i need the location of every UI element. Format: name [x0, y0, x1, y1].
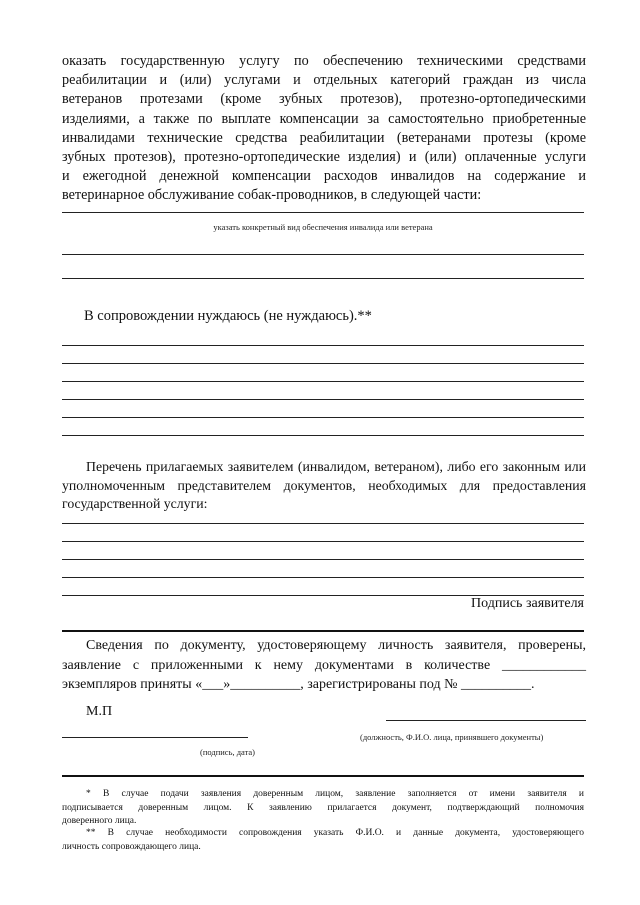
documents-paragraph — [62, 458, 586, 514]
documents-line: уполномоченным представителем документов, необходимых для предоставления — [62, 477, 586, 493]
intro-paragraph — [62, 52, 586, 206]
verification-line: Сведения по документу, удостоверяющему личность заявителя, проверены, — [86, 638, 586, 653]
caption-kind: указать конкретный вид обеспечения инвалида или ветерана — [213, 222, 433, 232]
fill-line-escort[interactable] — [62, 363, 584, 364]
fill-line-documents[interactable] — [62, 541, 584, 542]
verification-line: заявление с приложенными к нему документами в количестве ____________ — [62, 657, 586, 673]
footnote-2-line: личность сопровождающего лица. — [62, 841, 201, 852]
footnote-divider — [62, 775, 584, 777]
fill-line-escort[interactable] — [62, 399, 584, 400]
intro-line: ветеранов протезами (кроме зубных протезов), протезно-ортопедическими — [62, 91, 586, 108]
fill-line-escort[interactable] — [62, 435, 584, 436]
documents-line: Перечень прилагаемых заявителем (инвалидом, ветераном), либо его законным или — [86, 459, 586, 474]
verification-paragraph — [62, 636, 586, 695]
fill-line-documents[interactable] — [62, 577, 584, 578]
caption-official: (должность, Ф.И.О. лица, принявшего документы) — [360, 732, 544, 742]
footnote-1 — [62, 788, 584, 829]
footnote-1-line: доверенного лица. — [62, 816, 137, 826]
escort-statement: В сопровождении нуждаюсь (не нуждаюсь).** — [84, 308, 372, 324]
intro-line: реабилитации и (или) услугами и отдельных категорий граждан из числа — [62, 72, 586, 89]
footnote-2 — [62, 827, 584, 854]
sign-date-line[interactable] — [62, 737, 248, 738]
footnote-1-line: подписывается доверенным лицом. К заявлению прилагается документ, подтверждающий полномочия — [62, 802, 584, 813]
caption-sign-date: (подпись, дата) — [200, 747, 256, 757]
intro-line: оказать государственную услугу по обеспечению техническими средствами — [62, 53, 586, 69]
fill-line-documents[interactable] — [62, 523, 584, 524]
section-divider — [62, 630, 584, 632]
intro-line: инвалидами технические средства реабилитации (ветеранами протезы (кроме — [62, 129, 586, 146]
fill-line-escort[interactable] — [62, 381, 584, 382]
fill-line-kind-3[interactable] — [62, 278, 584, 279]
intro-line: зубных протезов), протезно-ортопедические изделия) и (или) оплаченные услуги — [62, 149, 586, 166]
fill-line-kind-2[interactable] — [62, 254, 584, 255]
fill-line-kind[interactable] — [62, 212, 584, 213]
documents-line: государственной услуги: — [62, 496, 208, 511]
footnote-2-line: ** В случае необходимости сопровождения указать Ф.И.О. и данные документа, удостоверяющего — [86, 828, 584, 838]
footnote-1-line: * В случае подачи заявления доверенным лицом, заявление заполняется от имени заявителя и — [86, 789, 584, 799]
fill-line-escort[interactable] — [62, 345, 584, 346]
official-signature-line[interactable] — [386, 720, 586, 721]
intro-line: ветеринарное обслуживание собак-проводников, в следующей части: — [62, 187, 482, 204]
intro-line: изделиями, а также по выплате компенсации за самостоятельно приобретенные — [62, 110, 586, 127]
applicant-signature-label: Подпись заявителя — [471, 596, 584, 611]
stamp-place-label: М.П — [86, 704, 113, 719]
intro-line: и ежегодной денежной компенсации расходов инвалидов на содержание и — [62, 168, 586, 185]
fill-line-escort[interactable] — [62, 417, 584, 418]
fill-line-documents[interactable] — [62, 559, 584, 560]
verification-line: экземпляров приняты «___»__________, зарегистрированы под № __________. — [62, 677, 535, 692]
